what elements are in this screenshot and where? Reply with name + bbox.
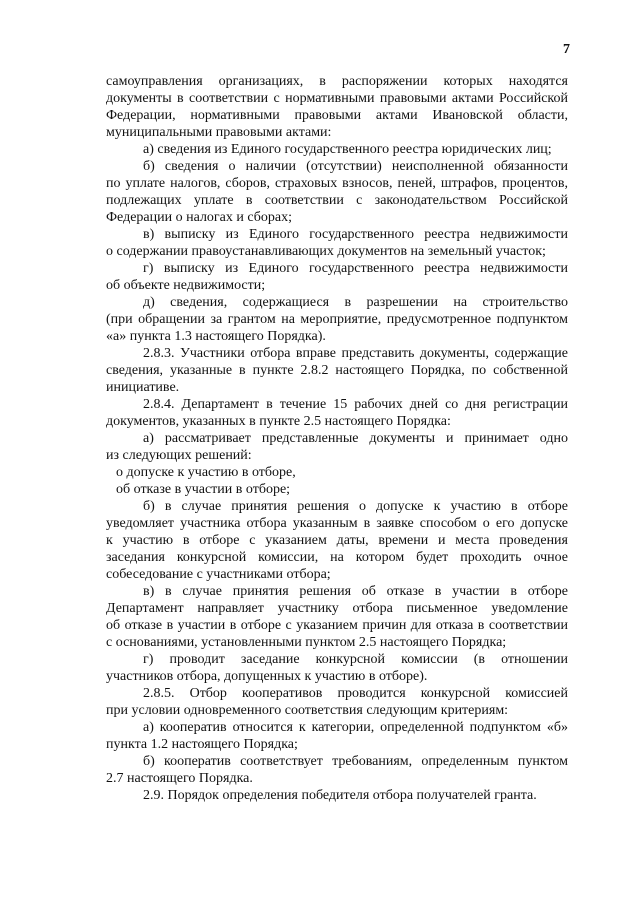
text-line: Федерации о налогах и сборах; <box>106 210 292 225</box>
text-line: г) выписку из Единого государственного реестра недвижимости <box>143 261 568 276</box>
text-line: об объекте недвижимости; <box>106 278 266 293</box>
text-line: д) сведения, содержащиеся в разрешении на строительство <box>143 295 568 310</box>
page-number: 7 <box>563 42 570 57</box>
text-line: с основаниями, установленными пунктом 2.5 настоящего Порядка; <box>106 635 507 650</box>
text-line: документов, указанных в пункте 2.5 настоящего Порядка: <box>106 414 451 429</box>
text-line: к участию в отборе с указанием даты, времени и места проведения <box>106 533 568 548</box>
text-line: б) сведения о наличии (отсутствии) неисполненной обязанности <box>143 159 568 174</box>
text-line: 2.7 настоящего Порядка. <box>106 771 253 786</box>
text-line: об отказе в участии в отборе; <box>116 482 291 497</box>
text-line: подлежащих уплате в соответствии с законодательством Российской <box>106 193 568 208</box>
text-line: самоуправления организациях, в распоряжении которых находятся <box>106 74 568 89</box>
text-line: заседания конкурсной комиссии, на котором будет проходить очное <box>106 550 568 565</box>
text-line: в) в случае принятия решения об отказе в участии в отборе <box>143 584 568 599</box>
text-line: о допуске к участию в отборе, <box>116 465 296 480</box>
text-line: г) проводит заседание конкурсной комиссии (в отношении <box>143 652 568 667</box>
text-line: в) выписку из Единого государственного реестра недвижимости <box>143 227 568 242</box>
text-line: об отказе в участии в отборе с указанием причин для отказа в соответствии <box>106 618 568 633</box>
text-line: б) в случае принятия решения о допуске к участию в отборе <box>143 499 568 514</box>
text-line: при условии одновременного соответствия следующим критериям: <box>106 703 509 718</box>
text-line: 2.8.5. Отбор кооперативов проводится конкурсной комиссией <box>143 686 568 701</box>
text-line: по уплате налогов, сборов, страховых взносов, пеней, штрафов, процентов, <box>106 176 568 191</box>
text-line: Федерации, нормативными правовыми актами Ивановской области, <box>106 108 568 123</box>
text-line: (при обращении за грантом на мероприятие, предусмотренное подпунктом <box>106 312 568 327</box>
text-line: инициативе. <box>106 380 180 395</box>
text-line: а) сведения из Единого государственного реестра юридических лиц; <box>143 142 552 157</box>
text-line: уведомляет участника отбора указанным в заявке способом о его допуске <box>106 516 568 531</box>
text-line: из следующих решений: <box>106 448 252 463</box>
text-line: а) кооператив относится к категории, определенной подпунктом «б» <box>143 720 568 735</box>
text-line: собеседование с участниками отбора; <box>106 567 331 582</box>
text-line: участников отбора, допущенных к участию в отборе). <box>106 669 428 684</box>
text-line: 2.9. Порядок определения победителя отбора получателей гранта. <box>143 788 537 803</box>
text-line: «а» пункта 1.3 настоящего Порядка). <box>106 329 326 344</box>
text-line: б) кооператив соответствует требованиям, определенным пунктом <box>143 754 568 769</box>
text-line: сведения, указанные в пункте 2.8.2 настоящего Порядка, по собственной <box>106 363 568 378</box>
text-line: а) рассматривает представленные документы и принимает одно <box>143 431 568 446</box>
text-line: муниципальными правовыми актами: <box>106 125 332 140</box>
text-line: о содержании правоустанавливающих документов на земельный участок; <box>106 244 546 259</box>
text-line: 2.8.3. Участники отбора вправе представить документы, содержащие <box>143 346 568 361</box>
text-line: Департамент направляет участнику отбора письменное уведомление <box>106 601 568 616</box>
text-line: 2.8.4. Департамент в течение 15 рабочих дней со дня регистрации <box>143 397 568 412</box>
text-line: документы в соответствии с нормативными правовыми актами Российской <box>106 91 568 106</box>
text-line: пункта 1.2 настоящего Порядка; <box>106 737 298 752</box>
